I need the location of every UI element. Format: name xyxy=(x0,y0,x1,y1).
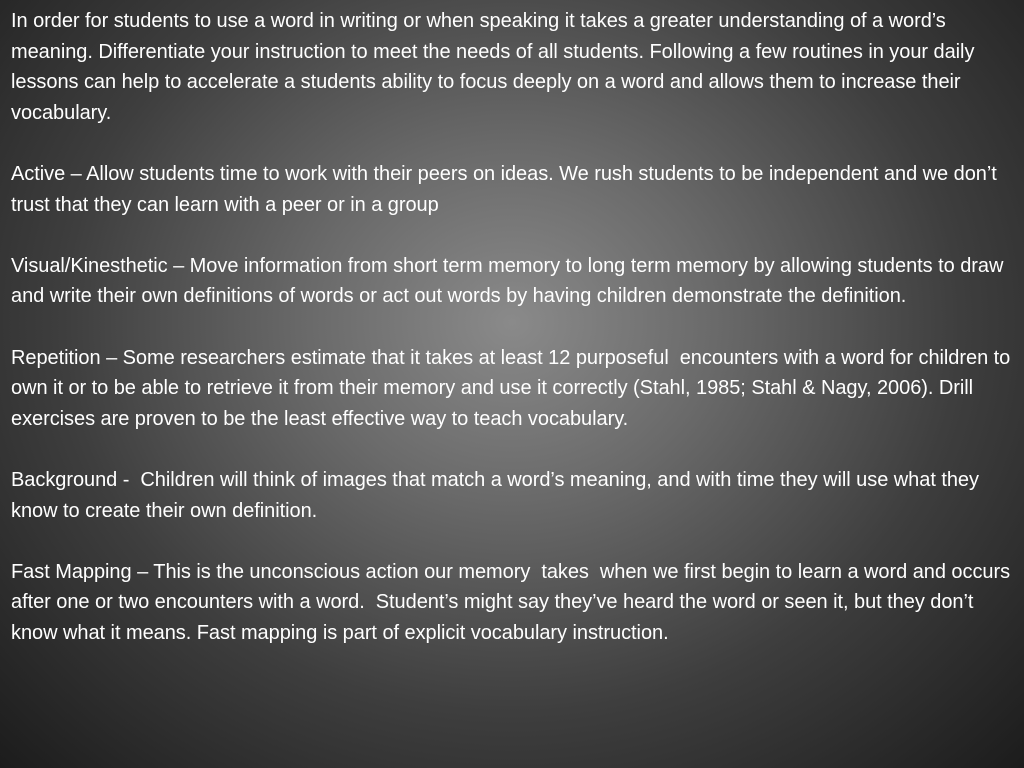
fast-mapping-paragraph: Fast Mapping – This is the unconscious action our memory takes when we first begin to learn a word and occurs after one or two encounters with a word. Student’s might say they’ve heard the word or seen it, but they don’t know what it means. Fast mapping is part of explicit vocabulary instruction. xyxy=(11,560,1016,644)
background-paragraph: Background - Children will think of images that match a word’s meaning, and with time they will use what they know to create their own definition. xyxy=(11,468,985,522)
visual-kinesthetic-paragraph: Visual/Kinesthetic – Move information from short term memory to long term memory by allowing students to draw and write their own definitions of words or act out words by having children demonstrate the definition. xyxy=(11,254,1015,308)
active-paragraph: Active – Allow students time to work with their peers on ideas. We rush students to be independent and we don’t trust that they can learn with a peer or in a group xyxy=(11,162,1003,216)
intro-paragraph: In order for students to use a word in writing or when speaking it takes a greater understanding of a word’s meaning. Differentiate your instruction to meet the needs of all students. Following a few routines in your daily lessons can help to accelerate a students ability to focus deeply on a word and allows them to increase their vocabulary. xyxy=(11,10,980,124)
repetition-paragraph: Repetition – Some researchers estimate that it takes at least 12 purposeful encounters with a word for children to own it or to be able to retrieve it from their memory and use it correctly (Stahl, 1985; Stahl & Nagy, 2006). Drill exercises are proven to be the least effective way to teach vocabulary. xyxy=(11,346,1016,430)
